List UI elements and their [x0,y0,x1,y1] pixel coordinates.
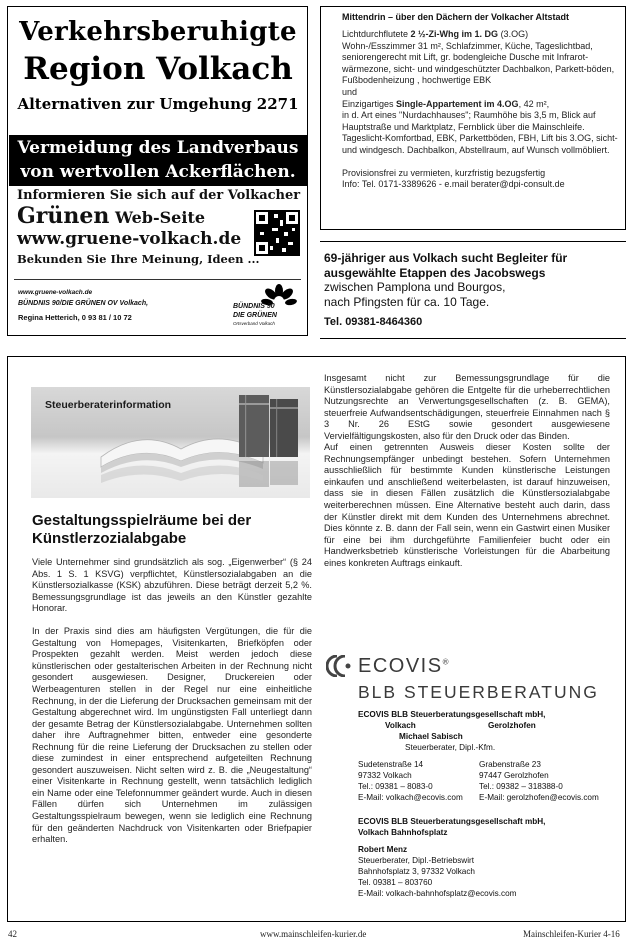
ecovis-email-bahnhof[interactable]: E-Mail: volkach-bahnhofsplatz@ecovis.com [358,889,517,898]
apartment-und: und [342,86,358,97]
ecovis-person-title: Steuerberater, Dipl.-Kfm. [405,743,496,752]
pilgrim-ad [324,251,624,330]
green-ad-divider [14,279,301,280]
article-headline: Gestaltungsspielräume bei der Künstlerzozialabgabe [32,512,252,547]
web-seite-word: Web-Seite [114,208,206,227]
ecovis-contact-2: ECOVIS BLB Steuerberatungsgesellschaft mbH, Volkach Bahnhofsplatz Robert Menz Steuerberater, Dipl.-Betriebswirt Bahnhofsplatz 3, 97332 Volkach Tel. 09381 – 803760 E-Mail: volkach-bahnhofsplatz@ecovis.com [358,816,618,899]
ecovis-locations [358,720,618,731]
green-party-ad [7,6,308,336]
apartment-offer2: Einzigartiges Single-Appartement im 4.OG, 42 m², [342,98,550,109]
apartment-offer2-text: in d. Art eines "Nurdachhauses"; Raumhöhe bis 3,5 m, Blick auf Hauptstraße und Marktplatz, Fernblick über die Mainschleife. Tageslicht-Komfortbad, EBK, Parkettböden, FBH, Lift bis 3.OG, sicht- und windgesch. Dachbalkon, Abstellraum, auf Wunsch vollmöbliert. [342,110,618,155]
ad-black-bar [9,135,307,186]
article-paragraph-2: In der Praxis sind dies am häufigsten Vergütungen, die für die Gestaltung von Homepages, Visitenkarten, Briefköpfen oder Prospekten gezahlt werden. Meist werden jedoch diese künstlerischen oder gestalterischen Arbeiten in der Rechnung nicht gesondert ausgewiesen. Designer, Druckereien oder Werbeagenturen stellen in der Regel nur eine einheitliche Rechnung, in der die Lieferung der Drucksachen gemeinsam mit der Gestaltung abgerechnet wird. Im ungünstigsten Fall unterliegt dann der gesamte Betrag der Künstlersozialabgabe. Unternehmen sollten daher ihre Auftragnehmer bitten, entweder eine gesonderte Rechnung für die reine Lieferung der Drucksachen zu stellen oder diese zumindest in einer entsprechend aufgeteilten Rechnung gesondert auszuweisen. Nicht selten wird z. B. die „Neugestaltung“ einer Visitenkarte in Rechnung gestellt, wenn tatsächlich lediglich ein Name oder eine Telefonnummer geändert wurde. Auch in diesen Fällen dürfen sich Unternehmen im zulässigen Gestaltungsspielraum bewegen, wenn sie lediglich eine Rechnung für den geänderten Nachdruck von Visitenkarten oder Briefpapier erhalten. [32,626,312,845]
info-line2 [17,203,205,229]
ecovis-contact [358,709,618,753]
ecovis-address-right: Grabenstraße 23 97447 Gerolzhofen Tel.: 09382 – 318388-0 E-Mail: gerolzhofen@ecovis.com [479,759,619,803]
opinion-line: Bekunden Sie Ihre Meinung, Ideen ... [17,252,260,266]
footer-issue: Mainschleifen-Kurier 4-16 [523,929,620,939]
books-image [31,387,310,498]
page-number: 42 [8,929,17,939]
ad-subtitle: Alternativen zur Umgehung 2271 [17,95,299,113]
pilgrim-line1: 69-jähriger aus Volkach sucht Begleiter für [324,251,568,265]
article-left-column [32,557,312,846]
green-footer-org: BÜNDNIS 90/DIE GRÜNEN OV Volkach, [18,300,149,307]
ecovis-brand: ECOVIS® [358,655,450,677]
pilgrim-line3: zwischen Pamplona und Bourgos, [324,280,506,295]
pilgrim-phone: Tel. 09381-8464360 [324,316,423,329]
pilgrim-ad-bottom-rule [320,338,626,339]
logo-line2: DIE GRÜNEN [233,312,277,319]
pilgrim-line4: nach Pfingsten für ca. 10 Tage. [324,294,490,309]
logo-line3: Ortsverband Volkach [233,321,275,326]
ad-title-line2: Region Volkach [23,51,293,87]
gruenen-word: Grünen [17,203,110,229]
ecovis-address-left: Sudetenstraße 14 97332 Volkach Tel.: 09381 – 8083-0 E-Mail: volkach@ecovis.com [358,759,478,803]
ecovis-loc-left: Volkach [385,721,416,730]
ecovis-loc-right: Gerolzhofen [488,721,536,730]
ecovis-person: Michael Sabisch [399,732,463,741]
apartment-heading: Mittendrin – über den Dächern der Volkacher Altstadt [342,12,570,22]
apartment-ad [320,6,626,230]
green-url[interactable]: www.gruene-volkach.de [17,229,242,249]
ecovis-person2: Robert Menz [358,845,408,854]
ad-title-line1: Verkehrsberuhigte [19,17,297,47]
article-right-column [324,373,610,569]
apartment-provision: Provisionsfrei zu vermieten, kurzfristig bezugsfertig [342,167,546,178]
apartment-offer1-text: Wohn-/Esszimmer 31 m², Schlafzimmer, Küche, Tageslichtbad, seniorengerecht mit Lift, gr. bodengleiche Dusche mit Infrarot-wärmezone, sicht- und windgeschützter Dachbalkon, Parkett-böden, Fußbodenheizung , hochwertige EBK [342,40,615,86]
green-footer-contact: Regina Hetterich, 0 93 81 / 10 72 [18,313,132,322]
ecovis-subbrand: BLB STEUERBERATUNG [358,682,599,702]
pilgrim-ad-top-rule [320,241,626,242]
ecovis-emblem-icon [326,655,354,677]
article-paragraph-1: Viele Unternehmer sind grundsätzlich als sog. „Eigenwerber“ (§ 24 Abs. 1 S. 1 KSVG) verpflichtet, Künstlersozialabgaben an die Künstlersozialkasse (KSK) abzuführen. Diese beträgt derzeit 5,2 %. Bemessungsgrundlage ist das jeweils an den Künstler gezahlte Honorar. [32,557,312,614]
black-bar-line2: von wertvollen Ackerflächen. [20,162,296,182]
tax-article [7,356,626,922]
image-caption: Steuerberaterinformation [45,399,172,411]
apartment-contact: Info: Tel. 0171-3389626 - e.mail berater@dpi-consult.de [342,179,565,190]
ecovis-email-left[interactable]: E-Mail: volkach@ecovis.com [358,793,463,802]
black-bar-line1: Vermeidung des Landverbaus [17,138,299,158]
footer-url[interactable]: www.mainschleifen-kurier.de [260,929,367,939]
pilgrim-line2: ausgewählte Etappen des Jacobswegs [324,265,546,280]
qr-code-icon [254,210,300,256]
info-line1: Informieren Sie sich auf der Volkacher [17,188,301,203]
apartment-offer1: Lichtdurchflutete 2 ½-Zi-Whg im 1. DG (3.OG) [342,29,529,39]
green-footer-url[interactable]: www.gruene-volkach.de [18,289,93,296]
article-paragraph-3: Insgesamt nicht zur Bemessungsgrundlage für die Künstlersozialabgabe gehören die Entgelte für die urheberrechtlichen Nutzungsrechte an Verwertungsgesellschaften (z. B. GEMA), steuerfreie Aufwandsentschädigungen, steuerfreie Einnahmen nach § 3 Nr. 26 EStG sowie gesondert ausgewiesene Vervielfältigungskosten, also für den Druck oder das Binden. [324,373,610,441]
ecovis-email-right[interactable]: E-Mail: gerolzhofen@ecovis.com [479,793,599,802]
ecovis-company: ECOVIS BLB Steuerberatungsgesellschaft mbH, [358,710,546,719]
logo-line1: BÜNDNIS 90 [233,303,275,310]
article-paragraph-4: Auf einen getrennten Ausweis dieser Kosten sollte der Rechnungsempfänger unbedingt bestehen. Sofern Unternehmen ausschließlich für bestimmte Kunden künstlerische Leistungen einkaufen und anschließend weiterbelasten, ist darauf hinzuweisen, dass sie in diesen Fällen zusätzlich die Künstlersozialabgabe weiterberechnen müssen. Eine Alternative besteht auch darin, dass der Künstler direkt mit dem Kunden des Unternehmens abrechnet. Dies könnte z. B. dann der Fall sein, wenn ein Gastwirt einen Musiker für eine bei ihm durchgeführte Familienfeier bucht oder ein Handwerksbetrieb künstlerische Vorleistungen für die Abarbeitung eines konkreten Auftrags einkauft. [324,442,610,568]
